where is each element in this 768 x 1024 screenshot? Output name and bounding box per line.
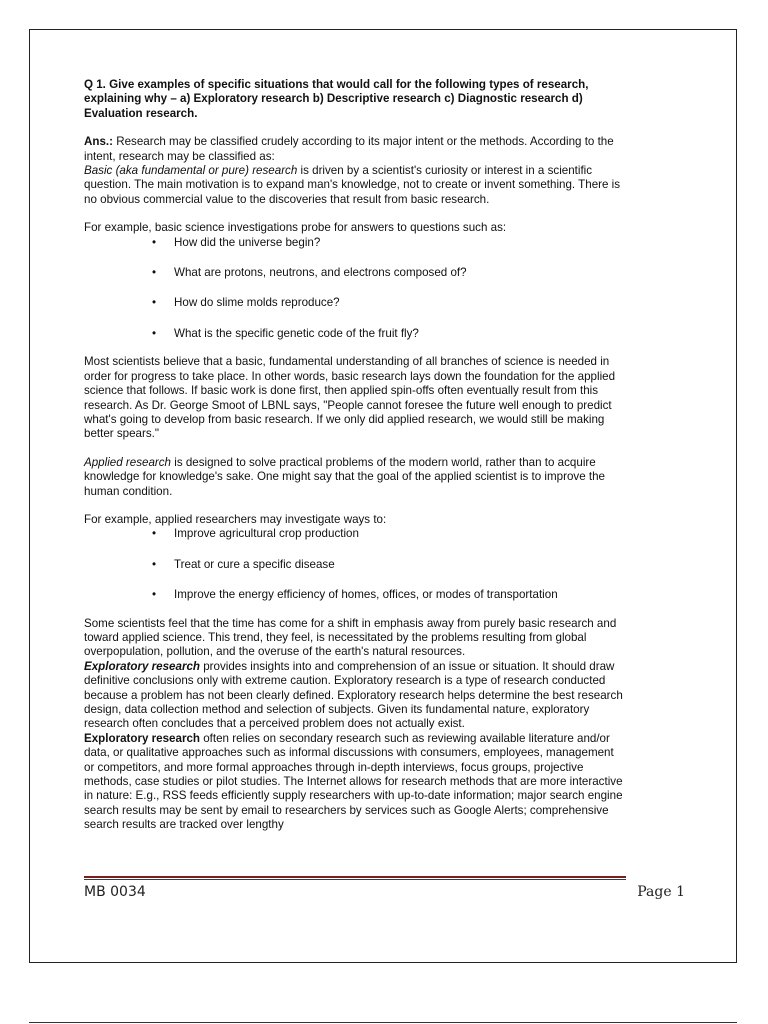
exploratory-paragraph-2 <box>84 732 626 833</box>
basic-research-definition <box>84 164 626 207</box>
exploratory-text: often relies on secondary research such as reviewing available literature and/or data, or qualitative approaches such as informal discussions with consumers, employees, management or competitors, and more formal approaches through in-depth interviews, focus groups, projective methods, case studies or pilot studies. The Internet allows for research methods that are more interactive in nature: E.g., RSS feeds efficiently supply researchers with up-to-date information; major search engine search results may be sent by email to researchers by services such as Google Alerts; comprehensive search results are tracked over lengthy <box>84 731 623 832</box>
footer-page-number: Page 1 <box>637 884 685 900</box>
list-item: • How did the universe begin? <box>84 236 626 250</box>
applied-examples-intro: For example, applied researchers may investigate ways to: <box>84 512 387 526</box>
question-heading: Q 1. Give examples of specific situations that would call for the following types of research, explaining why – a) Exploratory research b) Descriptive research c) Diagnostic research d) Evaluation research. <box>84 78 589 120</box>
list-item: • What are protons, neutrons, and electrons composed of? <box>84 266 626 280</box>
list-item: • What is the specific genetic code of the fruit fly? <box>84 327 626 341</box>
applied-research-text: is designed to solve practical problems of the modern world, rather than to acquire knowledge for knowledge's sake. One might say that the goal of the applied scientist is to improve the human condition. <box>84 455 606 498</box>
basic-research-text: is driven by a scientist's curiosity or interest in a scientific question. The main motivation is to expand man's knowledge, not to create or invent something. There is no obvious commercial value to the discoveries that result from basic research. <box>84 164 621 206</box>
list-item: • Treat or cure a specific disease <box>84 558 626 572</box>
answer-label: Ans.: <box>84 135 113 149</box>
applied-examples-list <box>84 527 626 602</box>
basic-examples-list <box>84 236 626 342</box>
exploratory-term: Exploratory research <box>84 731 200 745</box>
answer-intro <box>84 135 626 164</box>
footer-course-code: MB 0034 <box>84 884 146 900</box>
footer-rule <box>84 876 626 880</box>
shift-paragraph: Some scientists feel that the time has come for a shift in emphasis away from purely basic research and toward applied science. This trend, they feel, is necessitated by the problems resulting from global overpopulation, pollution, and the overuse of the earth's natural resources. <box>84 616 617 659</box>
exploratory-paragraph-1 <box>84 660 626 732</box>
exploratory-term: Exploratory research <box>84 659 200 673</box>
basic-examples-intro: For example, basic science investigations probe for answers to questions such as: <box>84 221 507 235</box>
exploratory-text: provides insights into and comprehension of an issue or situation. It should draw definitive conclusions only with extreme caution. Exploratory research is a type of research conducted because a problem has not been clearly defined. Exploratory research helps determine the best research design, data collection method and selection of subjects. Given its fundamental nature, exploratory research often concludes that a perceived problem does not actually exist. <box>84 659 623 731</box>
list-item: • Improve agricultural crop production <box>84 527 626 541</box>
applied-research-term: Applied research <box>84 455 172 469</box>
basic-research-paragraph: Most scientists believe that a basic, fundamental understanding of all branches of science is needed in order for progress to take place. In other words, basic research lays down the foundation for the applied science that follows. If basic work is done first, then applied spin-offs often eventually result from this research. As Dr. George Smoot of LBNL says, "People cannot foresee the future well enough to predict what's going to develop from basic research. If we only did applied research, we would still be making better spears." <box>84 355 616 441</box>
list-item: • How do slime molds reproduce? <box>84 296 626 310</box>
page-content <box>84 78 626 833</box>
applied-research-definition <box>84 456 626 499</box>
answer-intro-text: Research may be classified crudely according to its major intent or the methods. According to the intent, research may be classified as: <box>84 135 614 163</box>
next-page-edge <box>29 1022 737 1023</box>
basic-research-term: Basic (aka fundamental or pure) research <box>84 164 298 178</box>
list-item: • Improve the energy efficiency of homes, offices, or modes of transportation <box>84 588 626 602</box>
